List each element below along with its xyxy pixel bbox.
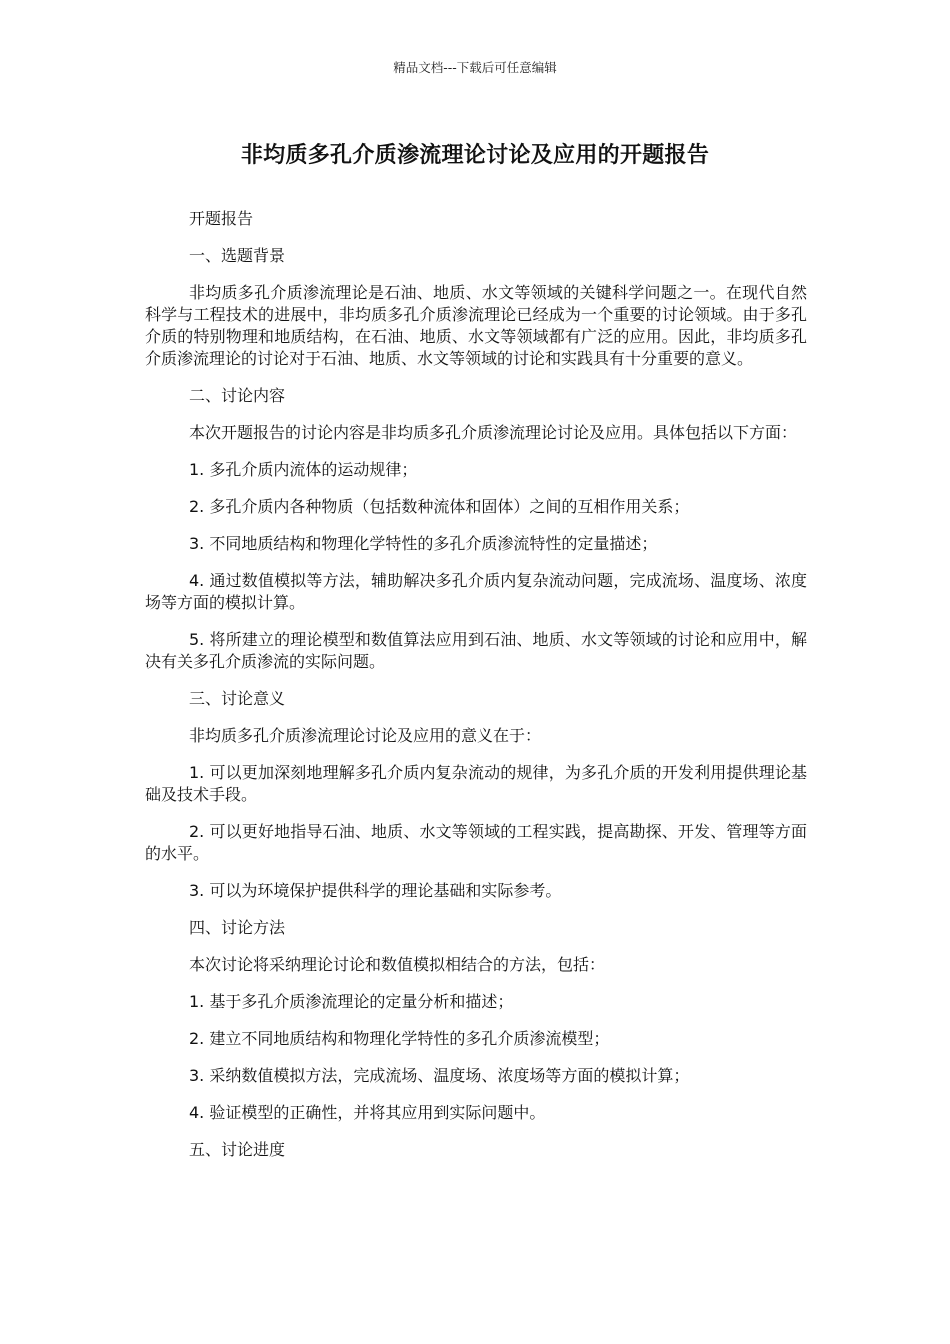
section-heading-significance: 三、讨论意义 [189,689,286,708]
list-item: 2. 建立不同地质结构和物理化学特性的多孔介质渗流模型； [189,1029,610,1048]
paragraph-report-label: 开题报告 [189,209,254,228]
paragraph: 非均质多孔介质渗流理论是石油、地质、水文等领域的关键科学问题之一。在现代自然科学与工程技术的进展中，非均质多孔介质渗流理论已经成为一个重要的讨论领域。由于多孔介质的特别物理和地质结构，在石油、地质、水文等领域都有广泛的应用。因此，非均质多孔介质渗流理论的讨论对于石油、地质、水文等领域的讨论和实践具有十分重要的意义。 [145,283,807,368]
paragraph: 本次讨论将采纳理论讨论和数值模拟相结合的方法，包括： [189,955,606,974]
list-item: 1. 基于多孔介质渗流理论的定量分析和描述； [189,992,514,1011]
list-item: 1. 可以更加深刻地理解多孔介质内复杂流动的规律，为多孔介质的开发利用提供理论基础及技术手段。 [145,763,807,804]
list-item: 1. 多孔介质内流体的运动规律； [189,460,418,479]
document-body [145,208,807,1176]
section-heading-background: 一、选题背景 [189,246,286,265]
paragraph: 本次开题报告的讨论内容是非均质多孔介质渗流理论讨论及应用。具体包括以下方面： [189,423,798,442]
list-item: 4. 通过数值模拟等方法，辅助解决多孔介质内复杂流动问题，完成流场、温度场、浓度场等方面的模拟计算。 [145,571,807,612]
list-item: 2. 可以更好地指导石油、地质、水文等领域的工程实践，提高勘探、开发、管理等方面的水平。 [145,822,807,863]
document-title: 非均质多孔介质渗流理论讨论及应用的开题报告 [240,143,710,168]
paragraph: 非均质多孔介质渗流理论讨论及应用的意义在于： [189,726,542,745]
list-item: 5. 将所建立的理论模型和数值算法应用到石油、地质、水文等领域的讨论和应用中，解决有关多孔介质渗流的实际问题。 [145,630,807,671]
list-item: 4. 验证模型的正确性，并将其应用到实际问题中。 [189,1103,546,1122]
section-heading-methods: 四、讨论方法 [189,918,286,937]
list-item: 2. 多孔介质内各种物质（包括数种流体和固体）之间的互相作用关系； [189,497,690,516]
section-heading-content: 二、讨论内容 [189,386,286,405]
list-item: 3. 不同地质结构和物理化学特性的多孔介质渗流特性的定量描述； [189,534,658,553]
header-note: 精品文档---下载后可任意编辑 [393,60,557,75]
list-item: 3. 采纳数值模拟方法，完成流场、温度场、浓度场等方面的模拟计算； [189,1066,690,1085]
section-heading-schedule: 五、讨论进度 [189,1140,286,1159]
list-item: 3. 可以为环境保护提供科学的理论基础和实际参考。 [189,881,562,900]
